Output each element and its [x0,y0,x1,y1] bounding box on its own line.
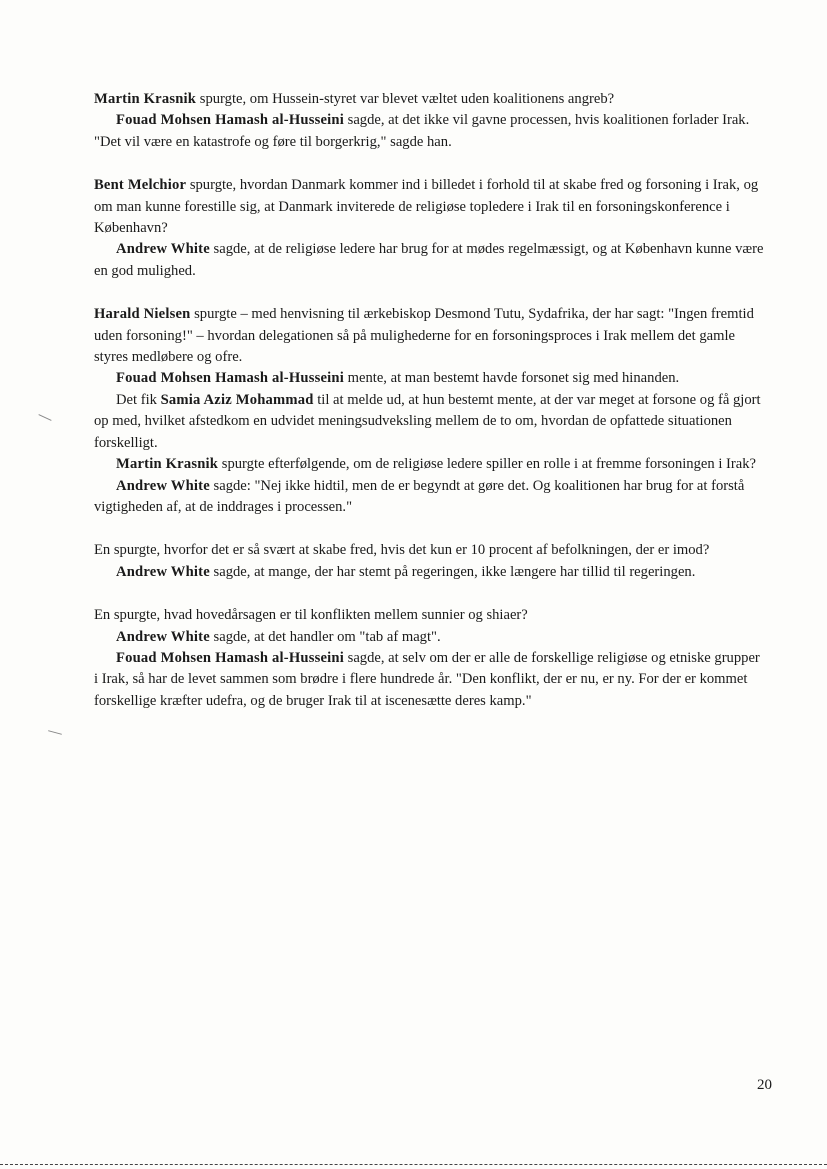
speaker-name: Andrew White [116,563,210,580]
paragraph [94,540,766,561]
paragraph-text: En spurgte, hvad hovedårsagen er til konflikten mellem sunnier og shiaer? [94,607,528,624]
paragraph-text: mente, at man bestemt havde forsonet sig med hinanden. [344,370,680,387]
paragraph-text: spurgte – med henvisning til ærkebiskop Desmond Tutu, Sydafrika, der har sagt: "Ingen fremtid uden forsoning!" – hvordan delegationen så på mulighederne for en forsoningsproces i Irak mellem det gamle styres medløbere og ofre. [94,306,754,366]
paragraph-text: til at melde ud, at hun bestemt mente, at der var meget at forsone og få gjort op med, hvilket afstedkom en udvidet meningsudveksling mellem de to om, hvordan de opfattede situationen forskelligt. [94,391,761,451]
paragraph-text: sagde, at mange, der har stemt på regeringen, ikke længere har tillid til regeringen. [209,563,696,580]
paragraph [94,175,766,239]
paragraph [94,368,766,389]
speaker-name: Andrew White [116,241,210,258]
paragraph-text: spurgte, hvordan Danmark kommer ind i billedet i forhold til at skabe fred og forsoning i Irak, og om man kunne forestille sig, at Danmark inviterede de religiøse topledere i Irak til en forsoningskonference i København? [94,177,759,237]
paragraph [94,239,766,282]
paragraph [94,454,766,475]
speaker-name: Andrew White [116,628,210,645]
speaker-name: Martin Krasnik [94,91,197,107]
paragraph [94,304,766,368]
speaker-name: Andrew White [116,477,210,494]
speaker-name: Fouad Mohsen Hamash al-Husseini [116,112,344,129]
paragraph-text: sagde, at de religiøse ledere har brug for at mødes regelmæssigt, og at København kunne være en god mulighed. [94,241,764,279]
paragraph-prefix: Det fik [116,391,161,408]
speaker-name: Samia Aziz Mohammad [160,391,314,408]
speaker-name: Martin Krasnik [116,456,219,473]
paragraph-text: sagde, at selv om der er alle de forskellige religiøse og etniske grupper i Irak, så har de levet sammen som brødre i flere hundrede år. "Den konflikt, der er nu, er ny. For der er kommet forskellige kræfter udefra, og de bruger Irak til at iscenesætte deres kamp." [94,649,760,709]
paragraph-text: sagde: "Nej ikke hidtil, men de er begyndt at gøre det. Og koalitionen har brug for at forstå vigtigheden af, at de inddrages i processen." [94,477,745,515]
paragraph-text: spurgte efterfølgende, om de religiøse ledere spiller en rolle i at fremme forsoningen i Irak? [218,456,756,473]
document-body [94,89,766,712]
paragraph [94,648,766,712]
speaker-name: Bent Melchior [94,177,187,194]
page-bottom-edge [0,1164,827,1166]
paragraph [94,605,766,626]
paragraph-text: spurgte, om Hussein-styret var blevet væltet uden koalitionens angreb? [196,91,615,107]
page-number: 20 [757,1077,772,1093]
paragraph-text: En spurgte, hvorfor det er så svært at skabe fred, hvis det kun er 10 procent af befolkningen, der er imod? [94,542,710,559]
paragraph [94,110,766,153]
speaker-name: Fouad Mohsen Hamash al-Husseini [116,649,344,666]
paragraph [94,390,766,454]
paragraph [94,627,766,648]
scan-artifact [48,730,62,735]
speaker-name: Harald Nielsen [94,306,191,323]
paragraph [94,476,766,519]
paragraph [94,562,766,583]
paragraph-text: sagde, at det ikke vil gavne processen, hvis koalitionen forlader Irak. "Det vil være en katastrofe og føre til borgerkrig," sagde han. [94,112,750,150]
paragraph-text: sagde, at det handler om "tab af magt". [209,628,441,645]
paragraph [94,89,766,110]
speaker-name: Fouad Mohsen Hamash al-Husseini [116,370,344,387]
scan-artifact [38,414,51,421]
